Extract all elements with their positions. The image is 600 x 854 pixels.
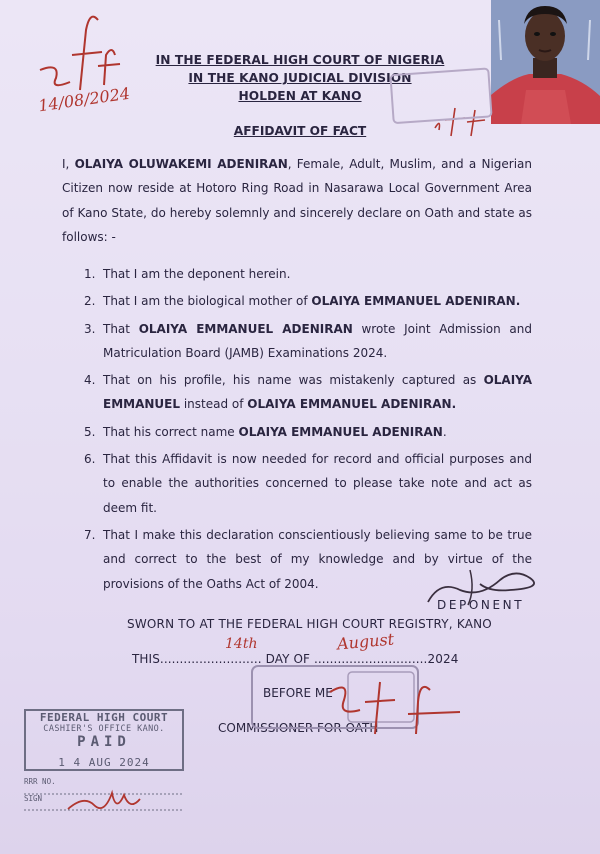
item-number: 2. <box>84 294 96 309</box>
stamp-court: FEDERAL HIGH COURT <box>39 711 169 724</box>
item-bold-name: OLAIYA EMMANUEL ADENIRAN. <box>311 294 521 309</box>
stamp-paid: PAID <box>77 734 131 750</box>
list-item <box>84 368 532 417</box>
list-item <box>84 447 532 520</box>
court-heading-line3: HOLDEN AT KANO <box>238 89 362 103</box>
item-number: 6. <box>84 452 96 467</box>
day-of-label: DAY OF <box>265 652 311 666</box>
paid-stamp <box>24 709 184 815</box>
faint-stamp-icon <box>388 66 498 124</box>
stamp-sign: SIGN <box>24 794 43 803</box>
item-number: 3. <box>84 321 96 336</box>
cashier-signature-icon <box>64 785 144 815</box>
list-item <box>84 420 532 444</box>
item-text: That this Affidavit is now needed for record and official purposes and to enable the authorities concerned to please take note and act as deem fit. <box>103 452 532 515</box>
item-bold-name: OLAIYA EMMANUEL ADENIRAN. <box>247 397 457 412</box>
item-bold-name: OLAIYA EMMANUEL <box>103 373 532 412</box>
handwritten-month: August <box>336 629 395 654</box>
intro-body: , Female, Adult, Muslim, and a Nigerian Citizen now reside at Hotoro Ring Road in Nasarawa Local Government Area of Kano State, do hereby solemnly and sincerely declare on Oath and state as follows: - <box>62 157 533 245</box>
intro-paragraph <box>62 152 532 250</box>
commissioner-label: COMMISSIONER FOR OATH <box>218 721 379 735</box>
item-bold-name: OLAIYA EMMANUEL ADENIRAN <box>238 424 443 439</box>
item-text: That <box>103 321 139 336</box>
this-dots: .......................... <box>159 652 262 666</box>
document-title: AFFIDAVIT OF FACT <box>233 124 367 138</box>
item-text: That I am the deponent herein. <box>103 267 291 281</box>
handwritten-initials-icon <box>20 0 160 100</box>
stamp-date: 1 4 AUG 2024 <box>58 756 150 769</box>
deponent-label: DEPONENT <box>437 598 525 612</box>
item-text: That I am the biological mother of <box>103 294 312 309</box>
list-item <box>84 262 532 286</box>
sworn-line: SWORN TO AT THE FEDERAL HIGH COURT REGISTRY, KANO <box>127 617 492 631</box>
stamp-rrr: RRR NO. <box>24 777 56 786</box>
item-text: That his correct name <box>103 424 239 439</box>
handwritten-date: 14/08/2024 <box>37 83 132 116</box>
handwritten-day: 14th <box>225 636 258 652</box>
deponent-signature-icon <box>420 560 555 610</box>
item-text: That I make this declaration conscientiously believing same to be true and correct to the best of my knowledge and by virtue of the provisions of the Oaths Act of 2004. <box>103 527 532 591</box>
item-number: 5. <box>84 424 96 439</box>
before-me-label: BEFORE ME <box>263 686 333 700</box>
item-bold-name: OLAIYA EMMANUEL ADENIRAN <box>138 321 353 336</box>
court-heading-line2: IN THE KANO JUDICIAL DIVISION <box>188 71 412 85</box>
stamp-office: CASHIER'S OFFICE KANO. <box>43 724 165 734</box>
list-item <box>84 317 532 366</box>
list-item <box>84 289 532 313</box>
deponent-name: OLAIYA OLUWAKEMI ADENIRAN <box>74 157 288 171</box>
item-number: 1. <box>84 267 96 281</box>
this-label: THIS <box>132 652 160 666</box>
item-number: 7. <box>84 527 96 542</box>
item-text: . <box>442 424 447 439</box>
affidavit-items <box>84 262 532 599</box>
item-number: 4. <box>84 373 96 388</box>
intro-prefix: I, <box>62 157 75 171</box>
item-text: wrote Joint Admission and Matriculation Board (JAMB) Examinations 2024. <box>103 321 533 360</box>
item-text: That on his profile, his name was mistakenly captured as <box>103 373 484 388</box>
item-text: instead of <box>180 397 248 412</box>
court-heading-line1: IN THE FEDERAL HIGH COURT OF NIGERIA <box>155 53 445 67</box>
commissioner-signature-icon <box>320 672 470 742</box>
year-value: 2024 <box>427 652 459 666</box>
day-of-dots: ............................. <box>313 652 428 666</box>
